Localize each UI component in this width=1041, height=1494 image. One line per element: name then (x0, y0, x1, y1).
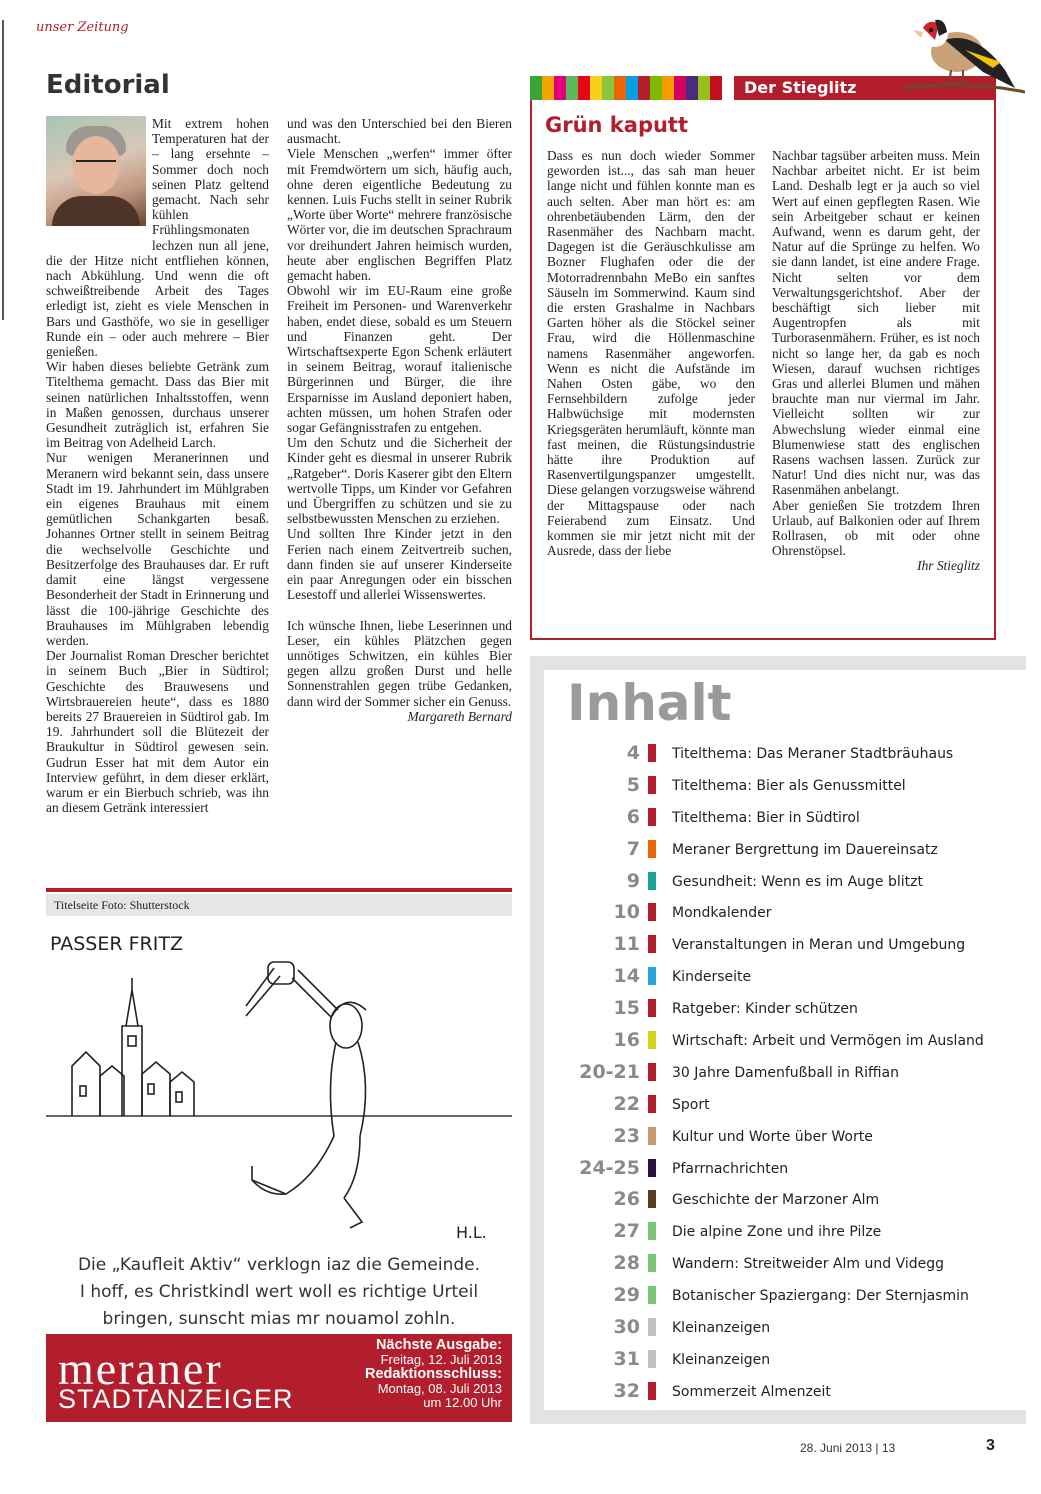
contents-item[interactable] (560, 1376, 1020, 1408)
contents-item[interactable] (560, 1184, 1020, 1216)
masthead (46, 1334, 512, 1422)
editorial-spacer (287, 603, 512, 618)
author-photo (46, 116, 146, 226)
stieglitz-paragraph: Aber genießen Sie trotzdem Ihren Urlaub, auf Balkonien oder auf Ihrem Rollrasen, ob mit oder ohne Ohrenstöpsel. (772, 497, 980, 559)
section-color-marker (648, 1127, 656, 1145)
contents-item[interactable] (560, 1280, 1020, 1312)
stieglitz-header: Der Stieglitz (734, 76, 996, 100)
color-stripe (590, 76, 602, 100)
contents-item-title: Meraner Bergrettung im Dauereinsatz (672, 841, 938, 858)
contents-item[interactable] (560, 1312, 1020, 1344)
issue-date: 28. Juni 2013 | 13 (800, 1441, 896, 1455)
editorial-column-2 (287, 116, 512, 724)
section-color-marker (648, 1190, 656, 1208)
section-color-marker (648, 1063, 656, 1081)
issue-info (365, 1338, 502, 1411)
editorial-paragraph: Viele Menschen „werfen“ immer öfter mit Fremdwörtern um sich, häufig auch, ohne deren eigentliche Bedeutung zu kennen. Luis Fuchs stellt in seiner Rubrik „Worte über Worte“ mehrere französische Wörter vor, die im deutschen Sprachraum vor dreihundert Jahren heimisch wurden, heute aber englischen Begriffen Platz gemacht haben. (287, 146, 512, 284)
contents-item-title: Wandern: Streitweider Alm und Videgg (672, 1256, 944, 1273)
contents-item-title: Kleinanzeigen (672, 1351, 771, 1368)
color-stripe (710, 76, 722, 100)
deadline-time: um 12.00 Uhr (423, 1395, 502, 1410)
contents-item-title: Kultur und Worte über Worte (672, 1128, 873, 1145)
editorial-paragraph: Wir haben dieses beliebte Getränk zum Titelthema gemacht. Dass das Bier mit seinen natürlichen Inhaltsstoffen, wenn in Maßen genossen, durchaus unserer Gesundheit zuträglich ist, erfahren Sie im Beitrag von Adelheid Larch. (46, 359, 269, 451)
brand-subtitle: STADTANZEIGER (58, 1384, 294, 1414)
contents-item[interactable] (560, 897, 1020, 929)
contents-page-number: 20-21 (579, 1060, 640, 1083)
section-color-marker (648, 1222, 656, 1240)
contents-page-number: 14 (613, 965, 640, 988)
contents-page-number: 11 (613, 933, 640, 956)
contents-page-number: 29 (613, 1284, 640, 1307)
contents-item-title: Sommerzeit Almenzeit (672, 1383, 831, 1400)
editorial-paragraph: Nur wenigen Meranerinnen und Meranern wird bekannt sein, dass unsere Stadt im 19. Jahrhundert im Mühlgraben ein eigenes Brauhaus mit einem gemütlichen Schankgarten besaß. Johannes Ortner stellt in seinem Beitrag die wechselvolle Geschichte und Besitzerfolge des Brauhauses dar. Er ruft damit eine längst vergessene Besonderheit der Stadt in Erinnerung und lässt die 100-jährige Geschichte des Brauhauses im Mühlgraben lebendig werden. (46, 450, 269, 648)
contents-item-title: Die alpine Zone und ihre Pilze (672, 1224, 882, 1241)
color-stripe (698, 76, 710, 100)
editorial-paragraph: Ich wünsche Ihnen, liebe Leserinnen und Leser, ein kühles Plätzchen gegen unnötiges Schwitzen, ein kühles Bier gegen allzu großen Durst und helle Sonnenstrahlen gegen trübe Gedanken, dann wird der Sommer sicher ein Genuss. (287, 617, 512, 709)
contents-page-number: 31 (613, 1347, 640, 1370)
contents-item-title: Veranstaltungen in Meran und Umgebung (672, 937, 966, 954)
section-color-marker (648, 1382, 656, 1400)
editorial-paragraph: Und sollten Ihre Kinder jetzt in den Ferien nach einem Zeitvertreib suchen, dann finden sie auf unserer Kinderseite ein paar Anregungen oder ein bisschen Lesestoff und allerlei Wissenswertes. (287, 526, 512, 603)
contents-item[interactable] (560, 834, 1020, 866)
contents-page-number: 23 (613, 1124, 640, 1147)
contents-item-title: Kinderseite (672, 969, 752, 986)
contents-item-title: Pfarrnachrichten (672, 1160, 789, 1177)
cover-caption: Titelseite Foto: Shutterstock (46, 894, 512, 916)
editorial-paragraph: Mit extrem hohen Temperaturen hat der – lang ersehnte – Sommer doch noch seinen Platz geltend gemacht. Nach sehr kühlen Frühlingsmonaten lechzen nun all jene, die der Hitze nicht entfliehen können, nach Abkühlung. Und wenn die oft schweißtreibende Arbeit des Tages erledigt ist, zieht es viele Menschen in Bars und Gasthöfe, wo sie in geselliger Runde ein – oder auch mehrere – Bier genießen. (46, 116, 269, 360)
section-color-marker (648, 903, 656, 921)
next-issue-date: Freitag, 12. Juli 2013 (380, 1351, 502, 1367)
color-stripe (578, 76, 590, 100)
contents-page-number: 6 (626, 805, 640, 828)
next-issue-label: Nächste Ausgabe: (376, 1337, 502, 1353)
header-logo: unser Zeitung (36, 20, 129, 35)
contents-item[interactable] (560, 1121, 1020, 1153)
contents-page-number: 9 (626, 869, 640, 892)
section-color-marker (648, 1350, 656, 1368)
section-color-marker (648, 1159, 656, 1177)
contents-page-number: 16 (613, 1029, 640, 1052)
contents-item[interactable] (560, 961, 1020, 993)
contents-item-title: Botanischer Spaziergang: Der Sternjasmin (672, 1288, 969, 1305)
color-stripe (554, 76, 566, 100)
edge-line (2, 20, 4, 320)
contents-item[interactable] (560, 738, 1020, 770)
cartoon-signature: H.L. (456, 1223, 487, 1242)
section-color-marker (648, 744, 656, 762)
color-stripe (626, 76, 638, 100)
contents-item[interactable] (560, 929, 1020, 961)
color-stripe (602, 76, 614, 100)
section-color-marker (648, 999, 656, 1017)
section-color-marker (648, 1031, 656, 1049)
contents-item[interactable] (560, 802, 1020, 834)
contents-item-title: Titelthema: Das Meraner Stadtbräuhaus (672, 746, 954, 762)
contents-page-number: 4 (626, 742, 640, 764)
deadline-label: Redaktionsschluss: (365, 1366, 502, 1382)
contents-item[interactable] (560, 1344, 1020, 1376)
color-stripe (674, 76, 686, 100)
color-stripe (638, 76, 650, 100)
cartoon-drawing (46, 926, 512, 1246)
editorial-paragraph: Um den Schutz und die Sicherheit der Kinder geht es diesmal in unserer Rubrik „Ratgeber“. Doris Kaserer gibt den Eltern wertvolle Tipps, um Kinder vor Gefahren und Übergriffen zu schützen und sie zu selbstbewussten Menschen zu erziehen. (287, 435, 512, 527)
contents-item[interactable] (560, 770, 1020, 802)
section-color-marker (648, 1286, 656, 1304)
contents-item-title: Sport (672, 1096, 710, 1113)
color-stripe (614, 76, 626, 100)
stieglitz-signature: Ihr Stieglitz (917, 558, 980, 574)
contents-item-title: Geschichte der Marzoner Alm (672, 1192, 880, 1209)
color-stripe (566, 76, 578, 100)
contents-item[interactable] (560, 1025, 1020, 1057)
section-color-marker (648, 1318, 656, 1336)
contents-item[interactable] (560, 1057, 1020, 1089)
stieglitz-title: Grün kaputt (545, 113, 689, 137)
contents-item-title: Titelthema: Bier als Genussmittel (672, 777, 906, 794)
contents-item[interactable] (560, 993, 1020, 1025)
contents-page-number: 27 (613, 1220, 640, 1243)
editorial-paragraph: Obwohl wir im EU-Raum eine große Freiheit im Personen- und Warenverkehr haben, endet diese, sobald es um Steuern und Finanzen geht. Der Wirtschaftsexperte Egon Schenk erläutert in seinem Beitrag, worauf italienische Bürgerinnen und Bürger, die ihre Ersparnisse im Ausland deponiert haben, achten müssen, um hohen Strafen oder sogar Gefängnisstrafen zu entgehen. (287, 283, 512, 436)
contents-item-title: Titelthema: Bier in Südtirol (672, 809, 860, 826)
stieglitz-column-1 (547, 148, 755, 558)
section-color-marker (648, 935, 656, 953)
stieglitz-column-2 (772, 148, 980, 574)
color-stripe (530, 76, 542, 100)
color-stripe (662, 76, 674, 100)
color-stripe (650, 76, 662, 100)
section-color-marker (648, 872, 656, 890)
contents-page-number: 26 (613, 1188, 640, 1211)
contents-item[interactable] (560, 1089, 1020, 1121)
contents-page-number: 15 (613, 997, 640, 1020)
contents-page-number: 10 (613, 901, 640, 924)
divider-red (46, 888, 512, 892)
contents-page-number: 24-25 (579, 1156, 640, 1179)
cartoon-title: PASSER FRITZ (50, 933, 183, 955)
cartoon-line: I hoff, es Christkindl wert woll es richtige Urteil (79, 1282, 479, 1302)
contents-item[interactable] (560, 1216, 1020, 1248)
contents-page-number: 32 (613, 1379, 640, 1402)
contents-item-title: 30 Jahre Damenfußball in Riffian (672, 1064, 899, 1081)
section-color-marker (648, 1095, 656, 1113)
contents-page-number: 28 (613, 1252, 640, 1275)
cartoon-caption (46, 1252, 512, 1333)
contents-title: Inhalt (567, 674, 732, 732)
goldfinch-bird-icon (905, 10, 1025, 105)
editorial-title: Editorial (46, 70, 170, 100)
cartoon-line: bringen, sunscht mias mr nouamol zohln. (102, 1309, 456, 1329)
contents-item-title: Mondkalender (672, 905, 772, 922)
color-stripes (530, 76, 722, 100)
contents-page-number: 30 (613, 1316, 640, 1339)
contents-page-number: 22 (613, 1092, 640, 1115)
editorial-paragraph: Der Journalist Roman Drescher berichtet in seinem Buch „Bier in Südtirol; Geschichte des Brauwesens und Wirtsbrauereien heute“, dass es 1880 bereits 27 Brauereien in Südtirol gab. Im 19. Jahrhundert soll die Blütezeit der Braukultur in Südtirol gewesen sein. Gudrun Esser hat mit dem Autor ein Interview geführt, in dem dieser erklärt, warum er ein Bierbuch schrieb, was ihn an diesem Getränk interessiert (46, 648, 269, 816)
contents-item-title: Wirtschaft: Arbeit und Vermögen im Ausland (672, 1033, 984, 1050)
section-color-marker (648, 1254, 656, 1272)
contents-page-number: 5 (626, 773, 640, 796)
section-color-marker (648, 967, 656, 985)
contents-item[interactable] (560, 866, 1020, 898)
contents-item-title: Ratgeber: Kinder schützen (672, 1001, 858, 1018)
brand-name: meraner (58, 1343, 223, 1394)
contents-item-title: Kleinanzeigen (672, 1320, 771, 1337)
color-stripe (542, 76, 554, 100)
contents-item[interactable] (560, 1248, 1020, 1280)
section-color-marker (648, 808, 656, 826)
section-color-marker (648, 776, 656, 794)
editorial-paragraph: und was den Unterschied bei den Bieren ausmacht. (287, 116, 512, 147)
page-number: 3 (986, 1437, 995, 1454)
deadline-date: Montag, 08. Juli 2013 (377, 1380, 502, 1396)
contents-list (560, 738, 1020, 1408)
contents-item-title: Gesundheit: Wenn es im Auge blitzt (672, 873, 923, 890)
stieglitz-paragraph: Nachbar tagsüber arbeiten muss. Mein Nachbar arbeitet nicht. Er ist beim Land. Deshalb legt er ja auch so viel Wert auf einen gepflegten Rasen. Wie sein Arbeitgeber schaut er keinen Aufwand, wenn es darum geht, der Natur auf die Sprünge zu helfen. Wo sie dann landet, ist eine andere Frage. Nicht selten vor dem Verwaltungsgerichtshof. Aber der beschäftigt sich lieber mit Augentropfen als mit Turborasenmähern. Früher, es ist noch nicht so lange her, da gab es noch Wiesen, darauf wuchsen richtiges Gras und allerlei Blumen und mähen brauchte man nur viermal im Jahr. Vielleicht sollten wir zur Abwechslung wieder einmal eine Blumenwiese statt des englischen Rasens wachsen lassen. Zurück zur Natur! Und dies nicht nur, was das Rasenmähen anbelangt. (772, 148, 980, 498)
section-color-marker (648, 840, 656, 858)
contents-page-number: 7 (626, 837, 640, 860)
contents-item[interactable] (560, 1153, 1020, 1185)
cartoon-line: Die „Kaufleit Aktiv“ verklogn iaz die Gemeinde. (77, 1255, 481, 1275)
color-stripe (686, 76, 698, 100)
editorial-signature: Margareth Bernard (407, 708, 512, 724)
stieglitz-paragraph: Dass es nun doch wieder Sommer geworden ist..., das sah man heuer lange nicht und fühlen konnte man es auch selten. Aber man hört es: am ohrenbetäubenden Lärm, den der Rasenmäher des Nachbarn macht. Dagegen ist die Geräuschkulisse am Bozner Flughafen oder die der Motorradrennbahn MeBo ein sanftes Säuseln im Sommerwind. Kaum sind die ersten Grashalme in Nachbars Garten höher als die Stöckel seiner Frau, wird die Höllenmaschine namens Rasenmäher angeworfen. Wenn es nicht die Aufstände im Nahen Osten gäbe, wo den Fernsehbildern zufolge jeder Halbwüchsige mit modernsten Kriegsgeräten herumläuft, könnte man fast meinen, die Rüstungsindustrie hätte ihre Produktion auf Rasenvertilgungspanzer umgestellt. Diese gelangen vorzugsweise während der Mittagspause oder nach Feierabend zum Einsatz. Und kommen sie mir jetzt nicht mit der Ausrede, dass der liebe (547, 148, 755, 559)
